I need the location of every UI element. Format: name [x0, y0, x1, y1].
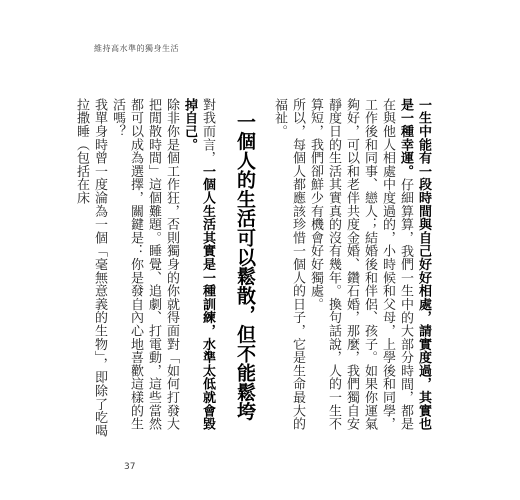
paragraph-3 [180, 98, 216, 438]
body-text [74, 98, 432, 438]
section-heading: 一個人的生活可以鬆散，但不能鬆垮 [234, 112, 256, 421]
paragraph-1 [306, 98, 432, 438]
paragraph-5-text: 我單身時曾一度淪為一個「毫無意義的生物」，即除了吃喝拉撒睡（包括在床 [74, 98, 107, 438]
paragraph-3-text: 對我而言， [200, 98, 215, 165]
paragraph-1-text: 仔細算算，我們一生中的大部分時間，都是在與他人相處中度過的，小時候和父母，上學後和同學，工作後和同事、戀人；結婚後和伴侶、孩子。如果你運氣夠好，可以和老伴共度金婚、鑽石婚，那麼，我們獨自安靜度日的生活其實真的沒有幾年。換句話說，人的一生不算短，我們卻鮮少有機會好好獨處。 [308, 98, 413, 431]
paragraph-4 [108, 98, 180, 438]
paragraph-2 [270, 98, 306, 438]
paragraph-2-text: 所以，每個人都應該珍惜一個人的日子，它是生命最大的福祉。 [272, 98, 305, 431]
page-number: 37 [124, 462, 136, 472]
paragraph-1-bold: 一生中能有一段時間與自己好好相處，請實度過，其實也是一種幸運。 [398, 98, 431, 431]
paragraph-4-text: 除非你是個工作狂，否則獨身的你就得面對「如何打發大把閒散時間」這個難題。睡覺、追劇、打電動，這些當然都可以成為選擇，關鍵是：你是發自內心地喜歡這樣的生活嗎？ [110, 98, 179, 431]
paragraph-3-bold: 一個人生活其實是一種訓練，水準太低就會毀掉自己。 [182, 98, 215, 431]
running-head: 維持高水準的獨身生活 [94, 44, 179, 53]
paragraph-5 [72, 98, 108, 438]
